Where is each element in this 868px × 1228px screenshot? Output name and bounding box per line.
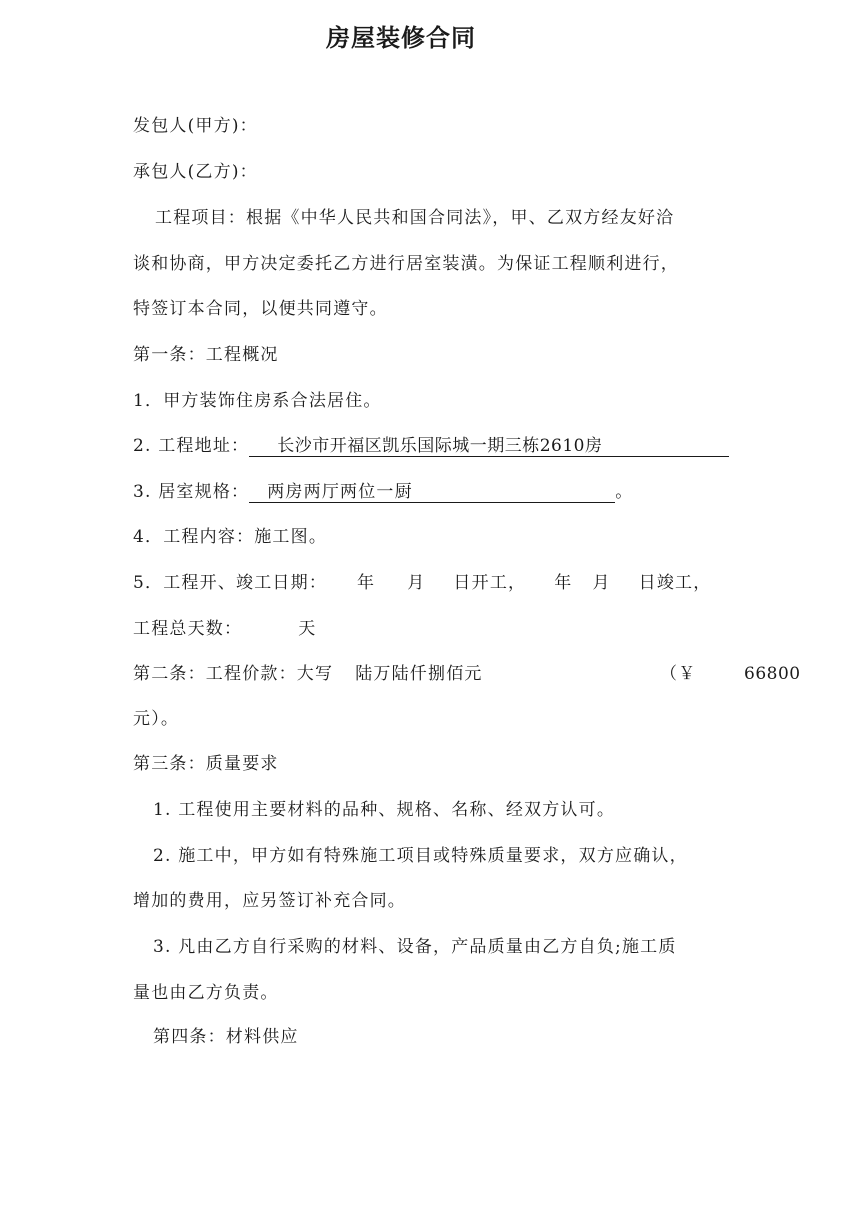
- end-year: 年: [554, 573, 573, 593]
- total-days-label: 工程总天数：: [133, 619, 243, 639]
- article-1-item-5: [133, 572, 711, 594]
- room-spec-end: 。: [615, 482, 634, 502]
- article-3-heading: 第三条：质量要求: [133, 754, 279, 774]
- intro-line-1: 工程项目：根据《中华人民共和国合同法》，甲、乙双方经友好洽: [155, 208, 675, 228]
- document-title: 房屋装修合同: [326, 24, 476, 52]
- intro-line-3: 特签订本合同，以便共同遵守。: [133, 299, 388, 319]
- article-3-item-2-line-2: 增加的费用，应另签订补充合同。: [133, 891, 406, 911]
- intro-line-2: 谈和协商，甲方决定委托乙方进行居室装潢。为保证工程顺利进行，: [133, 254, 679, 274]
- article-4-heading: 第四条：材料供应: [153, 1027, 299, 1047]
- dates-label: 5．工程开、竣工日期：: [133, 573, 328, 593]
- total-days-unit: 天: [298, 619, 317, 639]
- room-spec-value: 两房两厅两位一厨: [249, 482, 615, 503]
- article-2-line: [133, 663, 483, 685]
- start-day: 日开工，: [453, 573, 527, 593]
- article-1-item-4: 4．工程内容：施工图。: [133, 527, 328, 547]
- party-a-line: 发包人(甲方)：: [133, 116, 258, 136]
- article-3-item-3-line-2: 量也由乙方负责。: [133, 983, 279, 1003]
- article-1-item-2: [133, 435, 729, 457]
- end-day: 日竣工，: [638, 573, 712, 593]
- party-b-line: 承包人(乙方)：: [133, 162, 258, 182]
- address-value: 长沙市开福区凯乐国际城一期三栋2610房: [249, 436, 729, 457]
- article-3-item-1: 1. 工程使用主要材料的品种、规格、名称、经双方认可。: [153, 800, 616, 820]
- price-paren: （￥: [660, 664, 697, 684]
- address-label: 2. 工程地址：: [133, 436, 250, 456]
- room-spec-label: 3. 居室规格：: [133, 482, 250, 502]
- article-3-item-2-line-1: 2. 施工中，甲方如有特殊施工项目或特殊质量要求，双方应确认，: [153, 846, 688, 866]
- price-tail: 元）。: [133, 709, 180, 729]
- start-year: 年: [357, 573, 376, 593]
- article-3-item-3-line-1: 3. 凡由乙方自行采购的材料、设备，产品质量由乙方自负;施工质: [153, 937, 677, 957]
- total-days-line: [133, 618, 316, 640]
- price-number: 66800: [744, 664, 801, 684]
- article-1-item-3: [133, 481, 633, 503]
- price-words: 陆万陆仟捌佰元: [355, 664, 483, 684]
- end-month: 月: [592, 573, 611, 593]
- price-label: 第二条：工程价款：大写: [133, 664, 334, 684]
- article-1-item-1: 1．甲方装饰住房系合法居住。: [133, 391, 382, 411]
- article-1-heading: 第一条：工程概况: [133, 345, 279, 365]
- start-month: 月: [407, 573, 426, 593]
